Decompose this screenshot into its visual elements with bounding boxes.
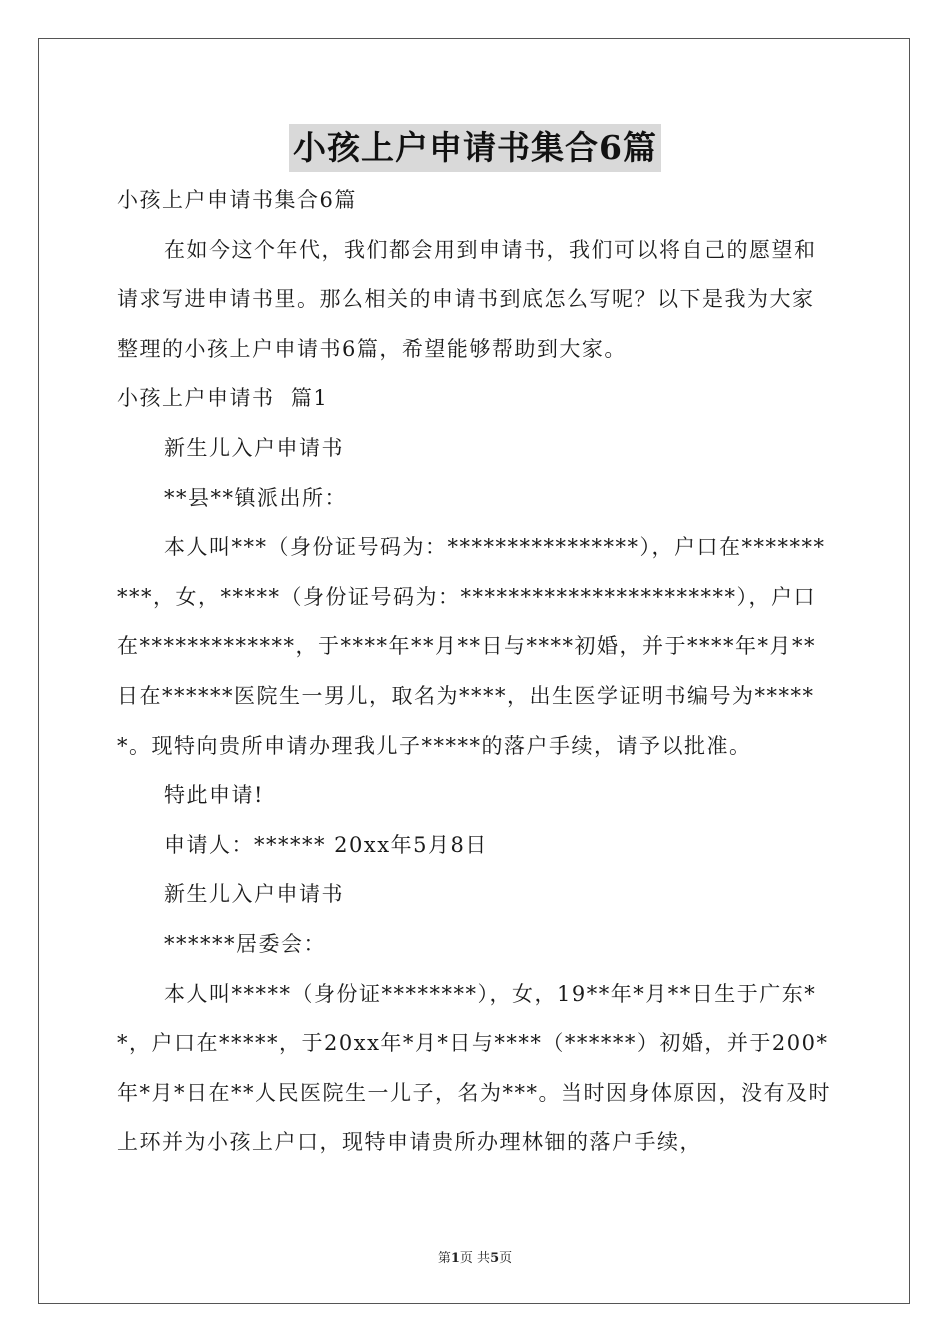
- page-footer: [0, 1247, 950, 1266]
- paragraph-3: 新生儿入户申请书: [164, 435, 344, 460]
- paragraph-0: 小孩上户申请书集合6篇: [117, 188, 357, 212]
- paragraph-2: 小孩上户申请书 篇1: [117, 386, 329, 411]
- paragraph-8: 新生儿入户申请书: [164, 882, 344, 907]
- paragraph-4: **县**镇派出所：: [164, 485, 347, 510]
- paragraph-10: 本人叫*****（身份证********），女，19**年*月**日生于广东**，户口在*****，于20xx年*月*日与****（******）初婚，并于200*年*月*日在**人民医院生一儿子，名为***。当时因身体原因，没有及时上环并为小孩上户口，现特申请贵所办理林钿的落户手续，: [117, 981, 831, 1155]
- paragraph-6: 特此申请!: [164, 783, 264, 808]
- footer-suffix: 页: [499, 1251, 513, 1266]
- page-title: 小孩上户申请书集合6篇: [289, 124, 661, 172]
- footer-total-pages: 5: [490, 1251, 500, 1266]
- document-body: [117, 176, 835, 1168]
- paragraph-5: 本人叫***（身份证号码为：****************），户口在**********，女，*****（身份证号码为：***********************），户口在*************，于****年**月**日与****初婚，并于****年*月**日在******医院生一男儿，取名为****，出生医学证明书编号为******。现特向贵所申请办理我儿子*****的落户手续，请予以批准。: [117, 535, 826, 758]
- footer-prefix: 第: [437, 1251, 451, 1266]
- paragraph-7: 申请人：****** 20xx年5月8日: [164, 832, 488, 857]
- paragraph-1: 在如今这个年代，我们都会用到申请书，我们可以将自己的愿望和请求写进申请书里。那么相关的申请书到底怎么写呢？以下是我为大家整理的小孩上户申请书6篇，希望能够帮助到大家。: [117, 237, 817, 361]
- footer-mid: 页 共: [459, 1251, 491, 1266]
- title-wrap: [0, 124, 950, 172]
- paragraph-9: ******居委会：: [164, 931, 326, 956]
- footer-current-page: 1: [450, 1251, 460, 1266]
